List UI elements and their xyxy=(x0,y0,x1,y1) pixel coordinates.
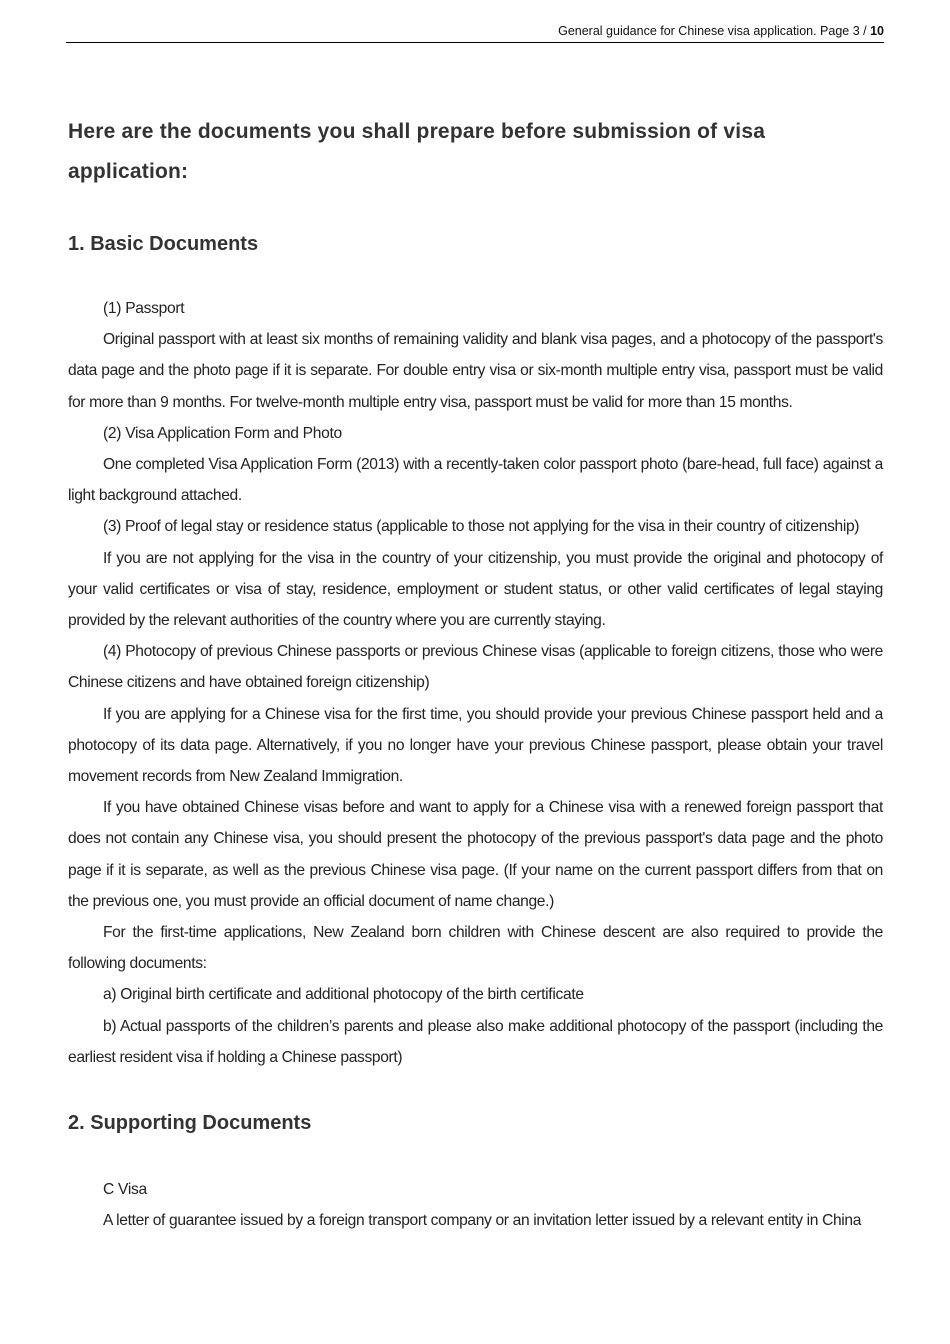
c-visa-label: C Visa xyxy=(103,1181,147,1199)
legal-stay-label: (3) Proof of legal stay or residence status (applicable to those not applying for the visa in their country of citizenship) xyxy=(103,518,860,536)
previous-passports-paragraph-2: If you have obtained Chinese visas before and want to apply for a Chinese visa with a renewed foreign passport that does not contain any Chinese visa, you should present the photocopy of the previous passport's data page and the photo page if it is separate, as well as the previous Chinese visa page. (If your name on the current passport differs from that on the previous one, you must provide an official document of name change.) xyxy=(68,799,883,910)
page-header xyxy=(66,22,884,43)
application-form-paragraph: One completed Visa Application Form (2013) with a recently-taken color passport photo (bare-head, full face) against a light background attached. xyxy=(68,456,883,505)
passport-label: (1) Passport xyxy=(103,300,185,317)
c-visa-paragraph: A letter of guarantee issued by a foreign transport company or an invitation letter issued by a relevant entity in China xyxy=(103,1212,862,1230)
section-heading-basic-documents: 1. Basic Documents xyxy=(68,233,259,255)
section-heading-supporting-documents: 2. Supporting Documents xyxy=(68,1112,312,1135)
page-title: Here are the documents you shall prepare before submission of visa application: xyxy=(68,120,766,183)
application-form-label: (2) Visa Application Form and Photo xyxy=(103,424,342,442)
list-item-b: b) Actual passports of the children’s parents and please also make additional photocopy of the passport (including the earliest resident visa if holding a Chinese passport) xyxy=(68,1017,883,1066)
legal-stay-paragraph: If you are not applying for the visa in the country of your citizenship, you must provide the original and photocopy of your valid certificates or visa of stay, residence, employment or student status, or other valid certificates of legal staying provided by the relevant authorities of the country where you are currently staying. xyxy=(68,549,883,630)
header-text: General guidance for Chinese visa application. Page 3 / xyxy=(558,24,871,38)
document-body xyxy=(68,112,883,1236)
first-time-paragraph: For the first-time applications, New Zealand born children with Chinese descent are also required to provide the following documents: xyxy=(68,924,883,973)
previous-passports-paragraph-1: If you are applying for a Chinese visa for the first time, you should provide your previous Chinese passport held and a photocopy of its data page. Alternatively, if you no longer have your previous Chinese passport, please obtain your travel movement records from New Zealand Immigration. xyxy=(68,705,883,786)
passport-paragraph: Original passport with at least six months of remaining validity and blank visa pages, and a photocopy of the passport's data page and the photo page if it is separate. For double entry visa or six-month multiple entry visa, passport must be valid for more than 9 months. For twelve-month multiple entry visa, passport must be valid for more than 15 months. xyxy=(68,331,883,411)
previous-passports-label: (4) Photocopy of previous Chinese passports or previous Chinese visas (applicable to foreign citizens, those who were Chinese citizens and have obtained foreign citizenship) xyxy=(68,643,883,692)
list-item-a: a) Original birth certificate and additional photocopy of the birth certificate xyxy=(103,986,584,1004)
header-total-pages: 10 xyxy=(870,24,884,38)
